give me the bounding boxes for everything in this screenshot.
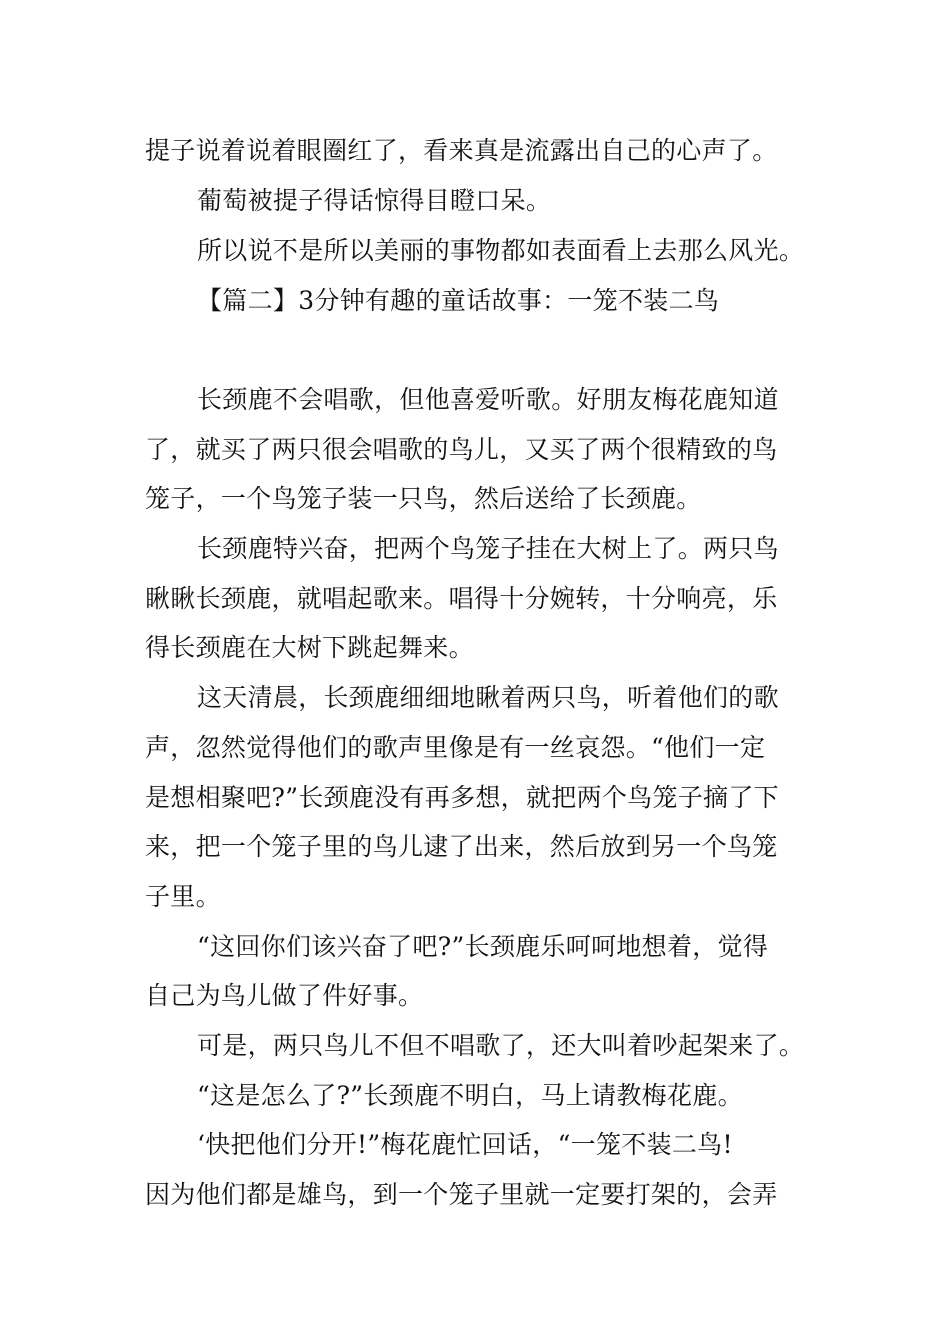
text-line: “这是怎么了?”长颈鹿不明白，马上请教梅花鹿。 [197,1081,743,1110]
text-line: 提子说着说着眼圈红了，看来真是流露出自己的心声了。 [145,136,778,165]
text-line: 来，把一个笼子里的鸟儿逮了出来，然后放到另一个鸟笼 [145,832,778,861]
text-line: 是想相聚吧?”长颈鹿没有再多想，就把两个鸟笼子摘了下 [145,783,779,812]
text-line: 子里。 [145,882,221,911]
text-line: 可是，两只鸟儿不但不唱歌了，还大叫着吵起架来了。 [197,1031,805,1060]
section-heading: 【篇二】3分钟有趣的童话故事：一笼不装二鸟 [197,286,720,315]
text-line: 所以说不是所以美丽的事物都如表面看上去那么风光。 [197,236,805,265]
text-line: 得长颈鹿在大树下跳起舞来。 [145,633,474,662]
text-line: 长颈鹿特兴奋，把两个鸟笼子挂在大树上了。两只鸟 [197,534,779,563]
text-line: 笼子，一个鸟笼子装一只鸟，然后送给了长颈鹿。 [145,484,702,513]
text-line: 因为他们都是雄鸟，到一个笼子里就一定要打架的，会弄 [145,1180,778,1209]
text-line: 瞅瞅长颈鹿，就唱起歌来。唱得十分婉转，十分响亮，乐 [145,584,778,613]
text-line: 了，就买了两只很会唱歌的鸟儿，又买了两个很精致的鸟 [145,435,778,464]
text-line: ‘快把他们分开!”梅花鹿忙回话，“一笼不装二鸟! [197,1130,733,1159]
text-line: 长颈鹿不会唱歌，但他喜爱听歌。好朋友梅花鹿知道 [197,385,779,414]
text-line: 葡萄被提子得话惊得目瞪口呆。 [197,186,552,215]
text-line: “这回你们该兴奋了吧?”长颈鹿乐呵呵地想着，觉得 [197,932,769,961]
text-line: 自己为鸟儿做了件好事。 [145,981,424,1010]
text-line: 这天清晨，长颈鹿细细地瞅着两只鸟，听着他们的歌 [197,683,779,712]
text-line: 声，忽然觉得他们的歌声里像是有一丝哀怨。“他们一定 [145,733,766,762]
